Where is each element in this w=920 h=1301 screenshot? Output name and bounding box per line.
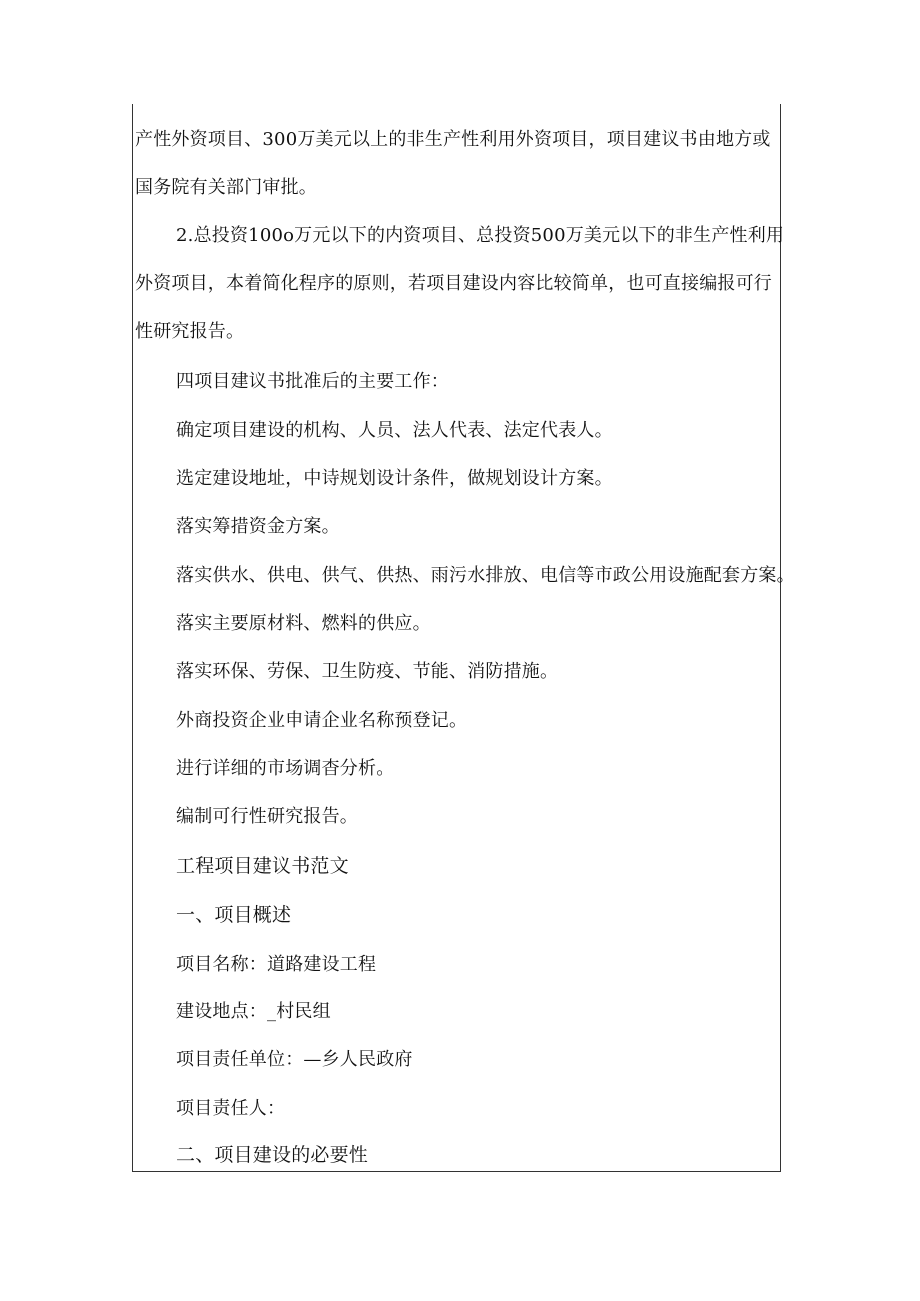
list-item: 外商投资企业申请企业名称预登记。: [176, 710, 468, 731]
info-line: 项目责任单位：—乡人民政府: [176, 1049, 413, 1070]
info-line: 项目名称：道路建设工程: [176, 954, 377, 975]
list-item: 编制可行性研究报告。: [176, 806, 358, 827]
list-item: 确定项目建设的机构、人员、法人代表、法定代表人。: [176, 420, 613, 441]
paragraph-line: 国务院有关部门审批。: [135, 177, 317, 198]
paragraph-line: 2.总投资100o万元以下的内资项目、总投资500万美元以下的非生产性利用: [176, 225, 785, 246]
info-line: 建设地点：_村民组: [176, 1001, 331, 1022]
paragraph-line: 性研究报告。: [135, 321, 245, 342]
document-heading: 工程项目建议书范文: [176, 855, 349, 877]
info-line: 项目责任人：: [176, 1098, 286, 1119]
paragraph-line: 外资项目，本着简化程序的原则，若项目建设内容比较简单，也可直接编报可行: [135, 273, 772, 294]
section-title: 四项目建议书批准后的主要工作：: [176, 371, 449, 392]
list-item: 选定建设地址，中诗规划设计条件，做规划设计方案。: [176, 468, 613, 489]
list-item: 进行详细的市场调杳分析。: [176, 758, 395, 779]
section-heading: 一、项目概述: [176, 904, 292, 926]
paragraph-line: 产性外资项目、300万美元以上的非生产性利用外资项目，项目建议书由地方或: [135, 129, 771, 150]
section-heading: 二、项目建设的必要性: [176, 1144, 369, 1166]
list-item: 落实供水、供电、供气、供热、雨污水排放、电信等市政公用设施配套方案。: [176, 565, 795, 586]
list-item: 落实主要原材料、燃料的供应。: [176, 613, 431, 634]
list-item: 落实环保、劳保、卫生防疫、节能、消防措施。: [176, 661, 559, 682]
list-item: 落实筹措资金方案。: [176, 516, 340, 537]
